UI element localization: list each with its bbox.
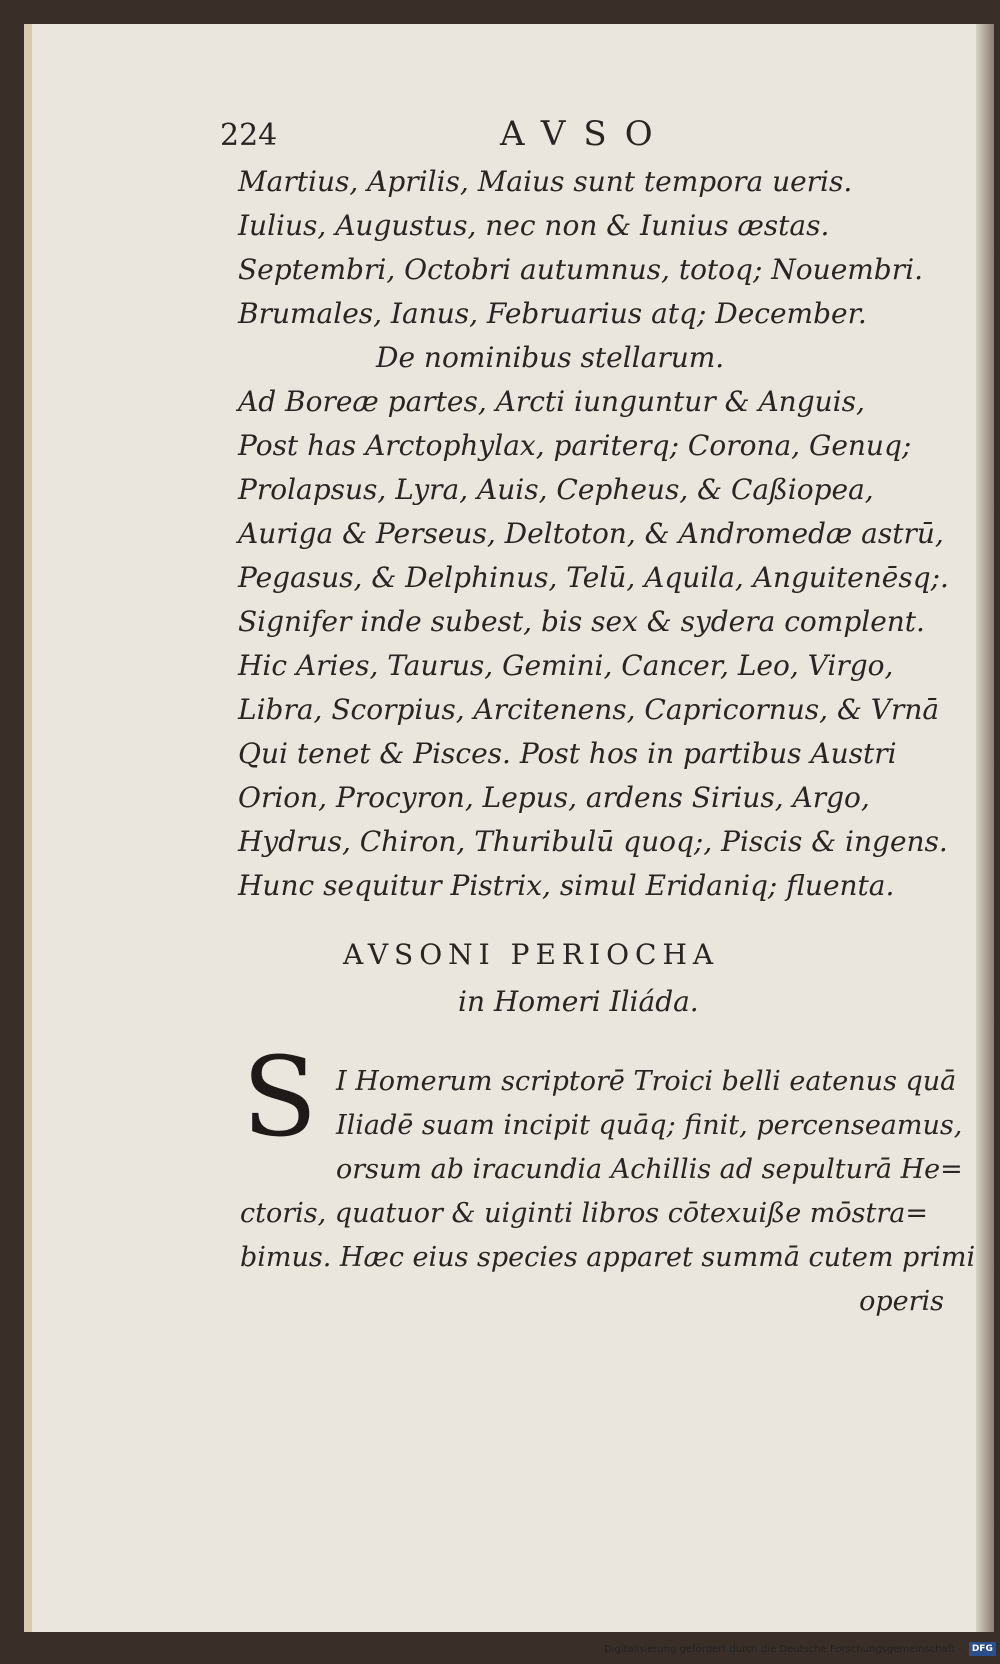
prose-line: I Homerum scriptorē Troici belli eatenus quā: [336, 1066, 957, 1097]
verse-block: [238, 160, 949, 908]
prose-line: orsum ab iracundia Achillis ad sepulturā He=: [336, 1154, 963, 1185]
verse-line: Hydrus, Chiron, Thuribulū quoq;, Piscis & ingens.: [238, 825, 948, 858]
verse-line: Prolapsus, Lyra, Auis, Cepheus, & Caßiopea,: [238, 473, 874, 506]
footer-credit: Digitalisierung gefördert durch die Deutsche Forschungsgemeinschaft -: [604, 1644, 962, 1655]
section-heading-stellarum: De nominibus stellarum.: [376, 341, 725, 374]
verse-line: Hunc sequitur Pistrix, simul Eridaniq; fluenta.: [238, 869, 895, 902]
verse-line: Orion, Procyron, Lepus, ardens Sirius, Argo,: [238, 781, 870, 814]
prose-line: ctoris, quatuor & uiginti libros cōtexuiße mōstra=: [240, 1198, 928, 1229]
page-number: 224: [220, 118, 278, 153]
section-subtitle: in Homeri Iliáda.: [458, 985, 699, 1018]
prose-block: [240, 1060, 976, 1324]
catchword: operis: [859, 1286, 944, 1317]
verse-line: Post has Arctophylax, pariterq; Corona, Genuq;: [238, 429, 912, 462]
section-title: AVSONI PERIOCHA: [343, 938, 720, 971]
verse-line: Brumales, Ianus, Februarius atq; December.: [238, 297, 867, 330]
running-head: AVSO: [500, 114, 671, 154]
dfg-logo-icon: DFG: [969, 1642, 996, 1656]
verse-line: Pegasus, & Delphinus, Telū, Aquila, Anguitenēsq;.: [238, 561, 949, 594]
verse-line: Auriga & Perseus, Deltoton, & Andromedæ astrū,: [238, 517, 944, 550]
verse-line: Martius, Aprilis, Maius sunt tempora ueris.: [238, 165, 853, 198]
verse-line: Iulius, Augustus, nec non & Iunius æstas.: [238, 209, 830, 242]
drop-cap: S: [242, 1033, 318, 1161]
prose-line: bimus. Hæc eius species apparet summā cutem primi: [240, 1242, 976, 1273]
verse-line: Signifer inde subest, bis sex & sydera complent.: [238, 605, 925, 638]
digitization-footer: [604, 1640, 996, 1660]
verse-line: Qui tenet & Pisces. Post hos in partibus Austri: [238, 737, 897, 770]
prose-line: Iliadē suam incipit quāq; finit, percenseamus,: [336, 1110, 963, 1141]
verse-line: Libra, Scorpius, Arcitenens, Capricornus, & Vrnā: [238, 693, 940, 726]
page-header: [220, 114, 740, 158]
verse-line: Ad Boreæ partes, Arcti iunguntur & Anguis,: [238, 385, 865, 418]
page-gutter-shadow: [976, 24, 994, 1632]
verse-line: Septembri, Octobri autumnus, totoq; Nouembri.: [238, 253, 923, 286]
verse-line: Hic Aries, Taurus, Gemini, Cancer, Leo, Virgo,: [238, 649, 894, 682]
